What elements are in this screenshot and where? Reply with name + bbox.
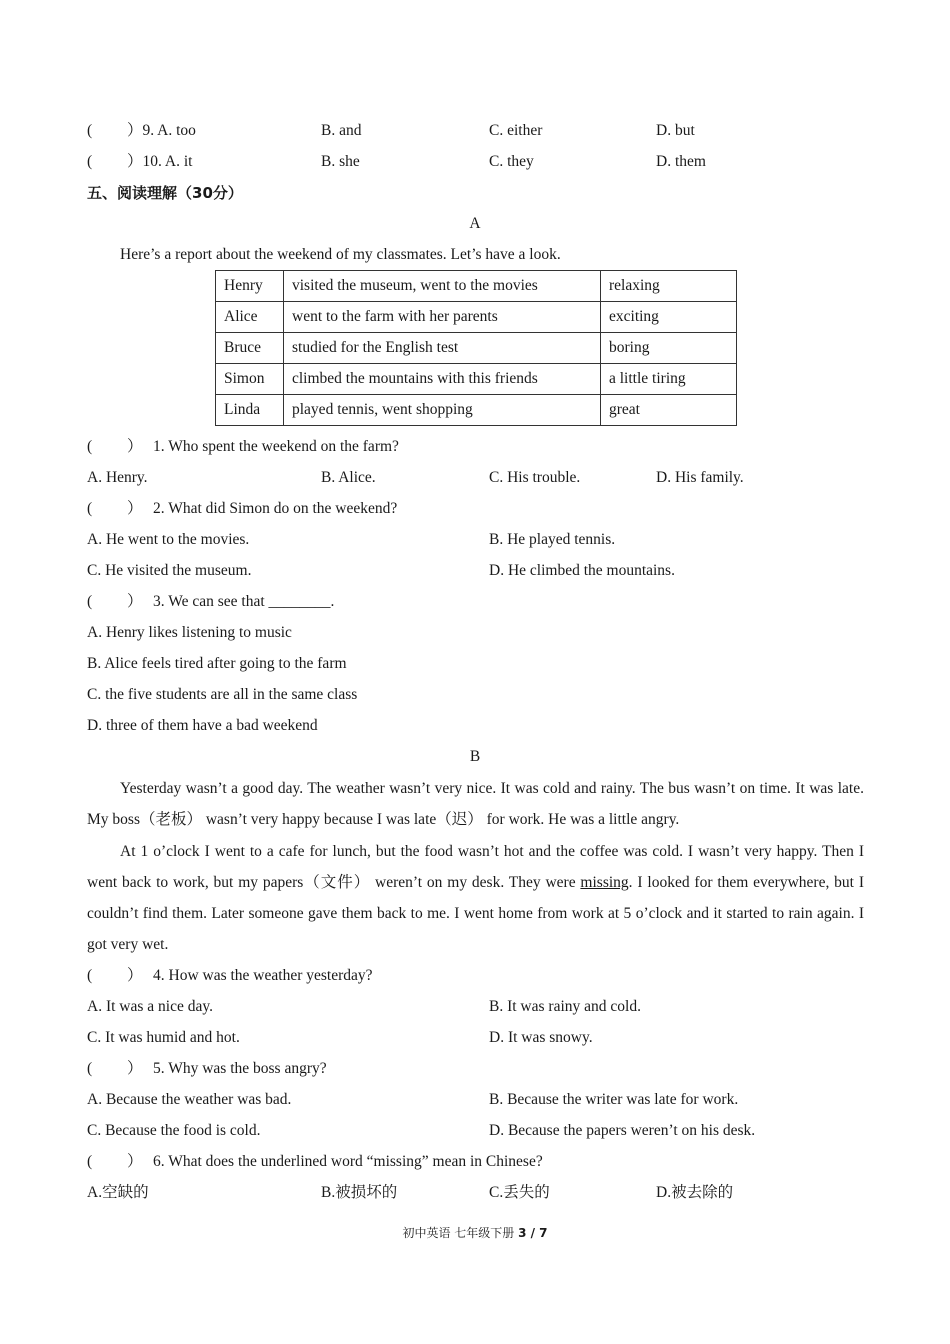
question-1-option-b: B. Alice. <box>321 469 376 486</box>
question-3-text: 3. We can see that ________. <box>153 593 335 610</box>
question-2-option-c: C. He visited the museum. <box>87 562 252 579</box>
question-3-option-b: B. Alice feels tired after going to the farm <box>87 655 347 672</box>
question-1-option-a: A. Henry. <box>87 469 148 486</box>
question-4-option-c: C. It was humid and hot. <box>87 1029 240 1046</box>
table-cell-feeling: exciting <box>601 302 737 333</box>
table-cell-name: Simon <box>216 364 284 395</box>
question-6-text: 6. What does the underlined word “missing” mean in Chinese? <box>153 1153 543 1170</box>
passage-b-heading: B <box>469 748 481 765</box>
table-cell-activity: played tennis, went shopping <box>284 395 601 426</box>
answer-bracket: ( ） <box>87 1153 143 1170</box>
table-cell-name: Linda <box>216 395 284 426</box>
question-6-stem <box>87 1152 864 1172</box>
question-4-option-a: A. It was a nice day. <box>87 998 213 1015</box>
question-1-text: 1. Who spent the weekend on the farm? <box>153 438 399 455</box>
question-4-options-row2 <box>87 1028 864 1048</box>
question-5-option-d: D. Because the papers weren’t on his desk. <box>489 1122 756 1139</box>
question-9-option-d: D. but <box>656 122 695 139</box>
answer-bracket: ( ） <box>87 1060 143 1077</box>
passage-b-paragraph-2 <box>87 836 864 960</box>
question-9-row <box>87 121 864 141</box>
table-cell-activity: studied for the English test <box>284 333 601 364</box>
question-2-options-row2 <box>87 561 864 581</box>
table-row <box>216 395 737 426</box>
table-cell-feeling: great <box>601 395 737 426</box>
table-cell-activity: went to the farm with her parents <box>284 302 601 333</box>
table-cell-activity: climbed the mountains with this friends <box>284 364 601 395</box>
page-footer <box>0 1224 950 1241</box>
question-10-option-a: ( ）10. A. it <box>87 153 193 170</box>
answer-bracket: ( ） <box>87 500 143 517</box>
answer-bracket: ( ） <box>87 438 143 455</box>
table-cell-feeling: relaxing <box>601 271 737 302</box>
question-4-option-d: D. It was snowy. <box>489 1029 593 1046</box>
passage-b-paragraph-1: Yesterday wasn’t a good day. The weather wasn’t very nice. It was cold and rainy. The bus wasn’t on time. It was late. My boss（老板） wasn’t very happy because I was late（迟） for work. He was a little angry. <box>87 780 864 828</box>
question-9-option-c: C. either <box>489 122 543 139</box>
question-2-option-a: A. He went to the movies. <box>87 531 250 548</box>
footer-text: 初中英语 七年级下册 <box>402 1226 519 1240</box>
question-10-row <box>87 152 864 172</box>
underlined-word-missing: missing <box>580 874 629 891</box>
paragraph-2-start: At 1 o’clock I went to a cafe for lunch, but the food wasn’t hot and the coffee was cold. I wasn’t very happy. Then I went back to work, but my papers（文件） weren’t on my desk. They were <box>87 843 864 891</box>
question-4-text: 4. How was the weather yesterday? <box>153 967 373 984</box>
question-3-option-c: C. the five students are all in the same class <box>87 686 358 703</box>
question-3-stem <box>87 592 864 612</box>
table-row <box>216 333 737 364</box>
weekend-report-table <box>215 270 737 426</box>
table-cell-name: Bruce <box>216 333 284 364</box>
question-5-text: 5. Why was the boss angry? <box>153 1060 327 1077</box>
question-5-option-c: C. Because the food is cold. <box>87 1122 261 1139</box>
page-number: 3 / 7 <box>518 1226 548 1240</box>
table-cell-feeling: a little tiring <box>601 364 737 395</box>
table-cell-name: Henry <box>216 271 284 302</box>
question-4-stem <box>87 966 864 986</box>
question-6-options <box>87 1183 864 1203</box>
table-row <box>216 271 737 302</box>
question-2-text: 2. What did Simon do on the weekend? <box>153 500 398 517</box>
answer-bracket: ( ） <box>87 967 143 984</box>
question-10-option-d: D. them <box>656 153 706 170</box>
question-2-option-d: D. He climbed the mountains. <box>489 562 675 579</box>
question-2-option-b: B. He played tennis. <box>489 531 616 548</box>
question-5-option-a: A. Because the weather was bad. <box>87 1091 292 1108</box>
question-2-stem <box>87 499 864 519</box>
question-3-option-d: D. three of them have a bad weekend <box>87 717 318 734</box>
question-1-options <box>87 468 864 488</box>
paragraph-2-end: . I looked for them everywhere, but I couldn’t find them. Later someone gave them back to me. I went home from work at 5 o’clock and it started to rain again. I got very wet. <box>87 874 864 953</box>
passage-a-intro: Here’s a report about the weekend of my classmates. Let’s have a look. <box>120 246 561 263</box>
table-cell-activity: visited the museum, went to the movies <box>284 271 601 302</box>
question-6-option-b: B.被损坏的 <box>321 1184 398 1201</box>
question-5-options-row2 <box>87 1121 864 1141</box>
question-3-option-a: A. Henry likes listening to music <box>87 624 292 641</box>
question-1-stem <box>87 437 864 457</box>
question-1-option-d: D. His family. <box>656 469 744 486</box>
table-row <box>216 364 737 395</box>
question-1-option-c: C. His trouble. <box>489 469 581 486</box>
question-10-option-c: C. they <box>489 153 534 170</box>
question-6-option-c: C.丢失的 <box>489 1184 550 1201</box>
table-row <box>216 302 737 333</box>
question-4-options-row1 <box>87 997 864 1017</box>
passage-a-heading: A <box>469 215 481 232</box>
question-6-option-d: D.被去除的 <box>656 1184 734 1201</box>
question-5-option-b: B. Because the writer was late for work. <box>489 1091 739 1108</box>
question-9-option-b: B. and <box>321 122 362 139</box>
table-cell-name: Alice <box>216 302 284 333</box>
question-9-option-a: ( ）9. A. too <box>87 122 196 139</box>
question-2-options-row1 <box>87 530 864 550</box>
question-6-option-a: A.空缺的 <box>87 1184 149 1201</box>
section-5-title: 五、阅读理解（30分） <box>87 184 243 202</box>
question-5-stem <box>87 1059 864 1079</box>
answer-bracket: ( ） <box>87 593 143 610</box>
question-10-option-b: B. she <box>321 153 360 170</box>
question-4-option-b: B. It was rainy and cold. <box>489 998 641 1015</box>
question-5-options-row1 <box>87 1090 864 1110</box>
table-cell-feeling: boring <box>601 333 737 364</box>
